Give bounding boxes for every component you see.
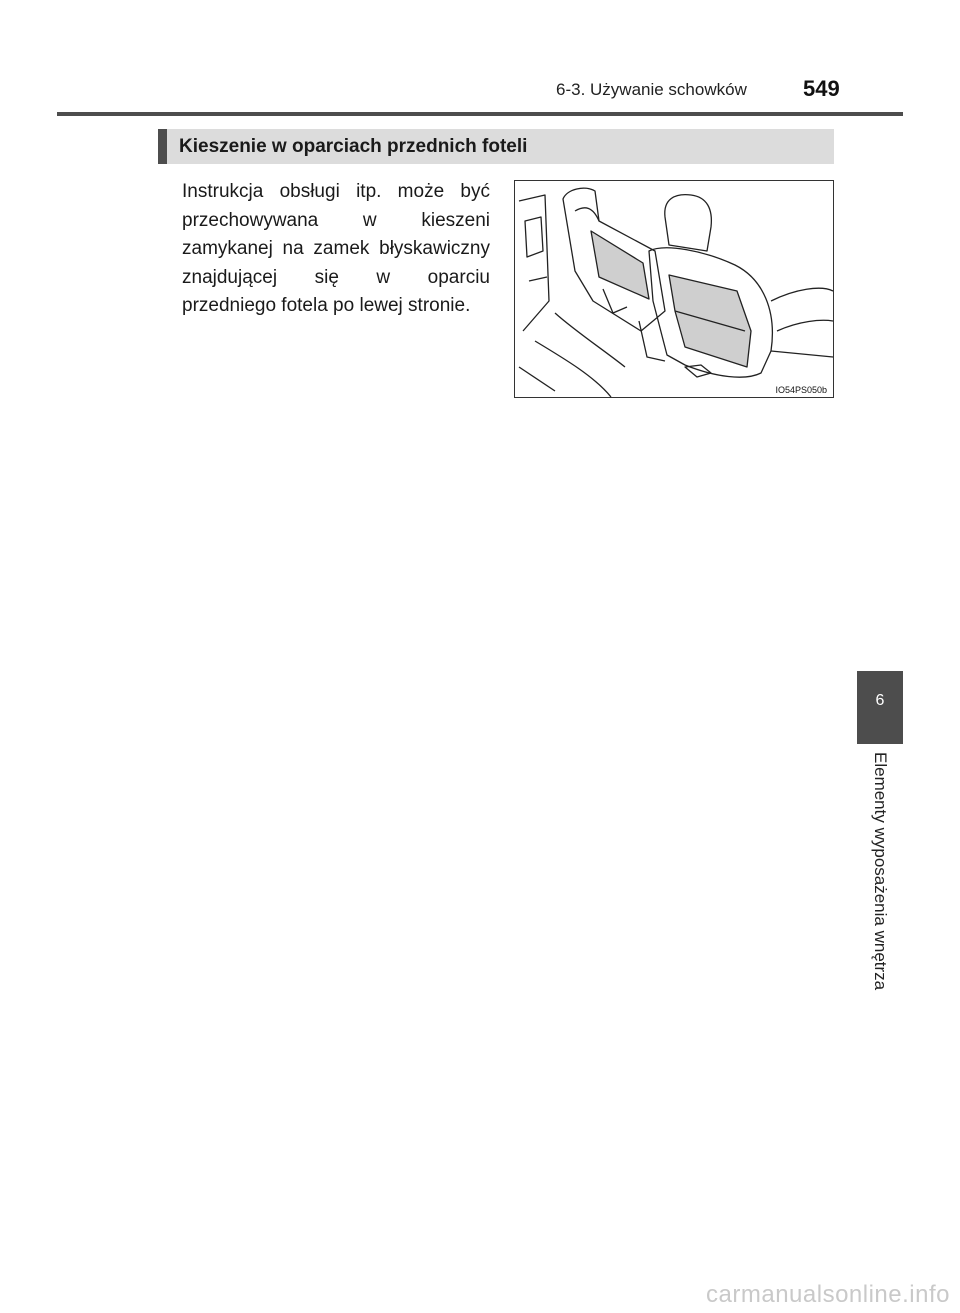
section-heading: Kieszenie w oparciach przednich foteli — [158, 129, 834, 164]
chapter-number: 6 — [875, 692, 885, 709]
header-section-title: 6-3. Używanie schowków — [556, 80, 747, 99]
watermark: carmanualsonline.info — [706, 1281, 950, 1308]
header-divider — [57, 112, 903, 116]
chapter-tab — [857, 671, 903, 744]
seatback-pocket-illustration — [514, 180, 834, 398]
chapter-title-vertical — [857, 752, 903, 1032]
page-number: 549 — [803, 76, 840, 101]
chapter-title: Elementy wyposażenia wnętrza — [871, 752, 890, 991]
seat-line-drawing — [515, 181, 834, 398]
figure-code: IO54PS050b — [775, 385, 827, 395]
body-paragraph: Instrukcja obsługi itp. może być przechowywana w kieszeni zamykanej na zamek błyskawiczny znajdującej się w oparciu przedniego fotela po lewej stronie. — [182, 181, 490, 316]
